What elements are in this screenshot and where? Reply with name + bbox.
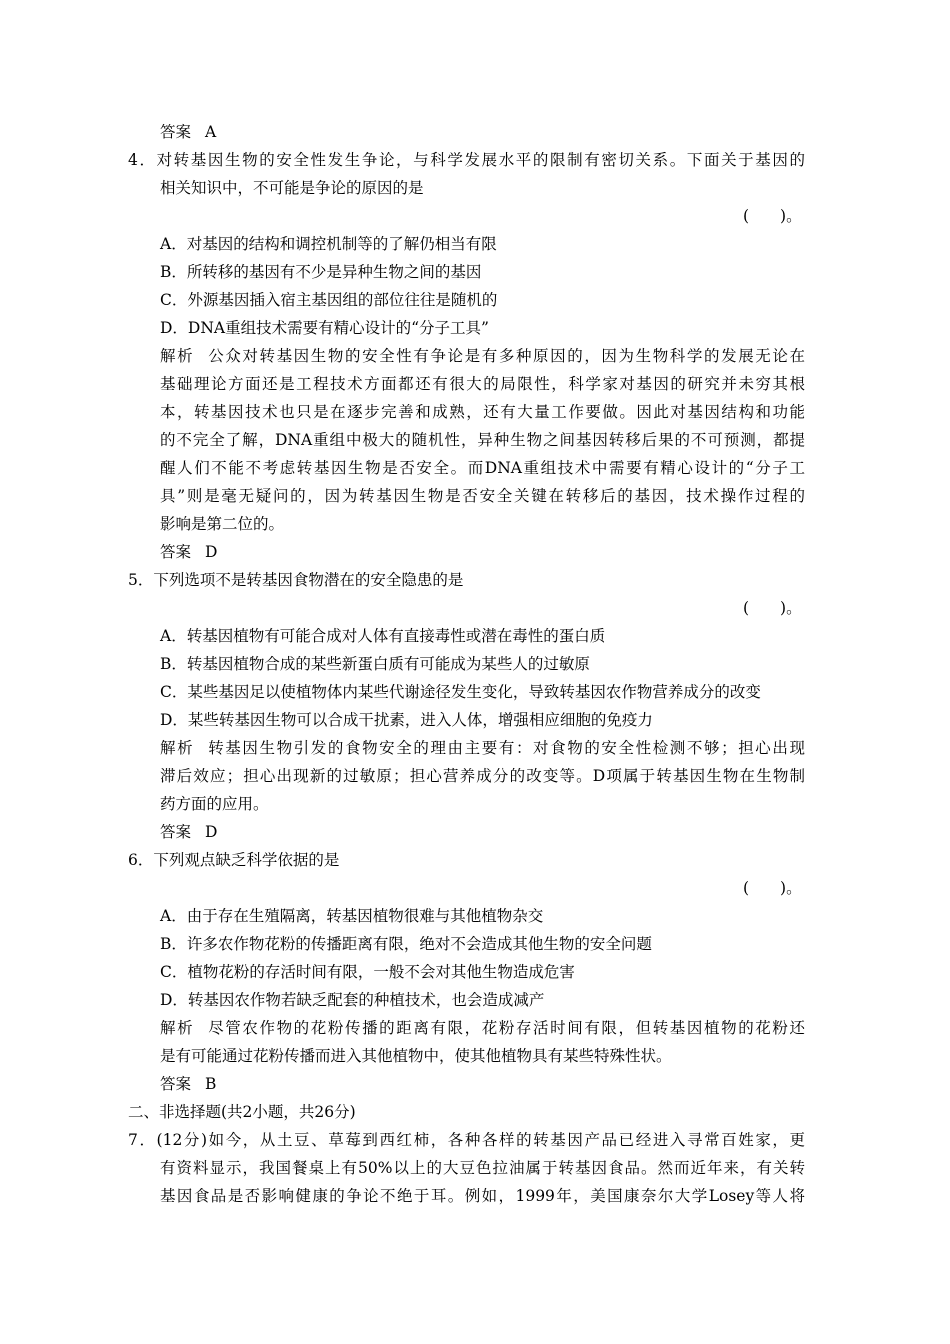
answer-value: D (205, 823, 218, 841)
q6-option-c: C．植物花粉的存活时间有限，一般不会对其他生物造成危害 (160, 963, 575, 981)
q6-analysis-line-1 (160, 1018, 805, 1038)
answer-value: B (205, 1075, 217, 1093)
q6-answer-bracket: ( )。 (743, 879, 802, 897)
q7-stem-line-1: 7．(12分)如今，从土豆、草莓到西红柿，各种各样的转基因产品已经进入寻常百姓家，更 (128, 1131, 805, 1149)
answer-label: 答案 (160, 823, 192, 841)
answer-label: 答案 (160, 543, 192, 561)
answer-label: 答案 (160, 1075, 192, 1093)
q4-option-b: B．所转移的基因有不少是异种生物之间的基因 (160, 263, 482, 281)
q4-analysis-line-2: 基础理论方面还是工程技术方面都还有很大的局限性，科学家对基因的研究并未穷其根 (160, 375, 805, 393)
analysis-label: 解析 (160, 347, 195, 365)
q4-option-a: A．对基因的结构和调控机制等的了解仍相当有限 (160, 235, 497, 253)
q6-option-a: A．由于存在生殖隔离，转基因植物很难与其他植物杂交 (160, 907, 544, 925)
q6-option-d: D．转基因农作物若缺乏配套的种植技术，也会造成减产 (160, 991, 545, 1009)
q4-analysis-line-1 (160, 346, 805, 366)
answer-prev (160, 122, 216, 142)
q5-stem: 5．下列选项不是转基因食物潜在的安全隐患的是 (128, 571, 464, 589)
analysis-text: 转基因生物引发的食物安全的理由主要有：对食物的安全性检测不够；担心出现 (208, 739, 805, 757)
q6-answer (160, 1074, 216, 1094)
q5-option-a: A．转基因植物有可能合成对人体有直接毒性或潜在毒性的蛋白质 (160, 627, 606, 645)
q4-analysis-line-6: 具”则是毫无疑问的，因为转基因生物是否安全关键在转移后的基因，技术操作过程的 (160, 487, 805, 505)
answer-label: 答案 (160, 123, 192, 141)
q6-option-b: B．许多农作物花粉的传播距离有限，绝对不会造成其他生物的安全问题 (160, 935, 652, 953)
answer-value: D (205, 543, 218, 561)
q5-analysis-line-3: 药方面的应用。 (160, 795, 269, 813)
q5-answer-bracket: ( )。 (743, 599, 802, 617)
q7-stem-line-2: 有资料显示，我国餐桌上有50%以上的大豆色拉油属于转基因食品。然而近年来，有关转 (160, 1159, 805, 1177)
analysis-text: 公众对转基因生物的安全性有争论是有多种原因的，因为生物科学的发展无论在 (208, 347, 805, 365)
q5-analysis-line-2: 滞后效应；担心出现新的过敏原；担心营养成分的改变等。D项属于转基因生物在生物制 (160, 767, 805, 785)
q4-analysis-line-3: 本，转基因技术也只是在逐步完善和成熟，还有大量工作要做。因此对基因结构和功能 (160, 403, 805, 421)
q4-analysis-line-4: 的不完全了解，DNA重组中极大的随机性，异种生物之间基因转移后果的不可预测，都提 (160, 431, 805, 449)
analysis-label: 解析 (160, 1019, 195, 1037)
q5-option-b: B．转基因植物合成的某些新蛋白质有可能成为某些人的过敏原 (160, 655, 590, 673)
answer-value: A (205, 123, 217, 141)
q4-answer-bracket: ( )。 (743, 207, 802, 225)
analysis-label: 解析 (160, 739, 195, 757)
q5-option-c: C．某些基因足以使植物体内某些代谢途径发生变化，导致转基因农作物营养成分的改变 (160, 683, 761, 701)
q6-stem: 6．下列观点缺乏科学依据的是 (128, 851, 340, 869)
q4-stem-line-1: 4．对转基因生物的安全性发生争论，与科学发展水平的限制有密切关系。下面关于基因的 (128, 151, 805, 169)
q4-option-c: C．外源基因插入宿主基因组的部位往往是随机的 (160, 291, 498, 309)
q6-analysis-line-2: 是有可能通过花粉传播而进入其他植物中，使其他植物具有某些特殊性状。 (160, 1047, 672, 1065)
q4-analysis-line-5: 醒人们不能不考虑转基因生物是否安全。而DNA重组技术中需要有精心设计的“分子工 (160, 459, 805, 477)
q4-analysis-line-7: 影响是第二位的。 (160, 515, 285, 533)
section-heading: 二、非选择题(共2小题，共26分) (128, 1103, 356, 1121)
q5-option-d: D．某些转基因生物可以合成干扰素，进入人体，增强相应细胞的免疫力 (160, 711, 653, 729)
q4-stem-line-2: 相关知识中，不可能是争论的原因的是 (160, 179, 424, 197)
analysis-text: 尽管农作物的花粉传播的距离有限，花粉存活时间有限，但转基因植物的花粉还 (208, 1019, 805, 1037)
q7-stem-line-3: 基因食品是否影响健康的争论不绝于耳。例如，1999年，美国康奈尔大学Losey等人将 (160, 1187, 805, 1205)
q4-option-d: D．DNA重组技术需要有精心设计的“分子工具” (160, 319, 489, 337)
q4-answer (160, 542, 217, 562)
q5-analysis-line-1 (160, 738, 805, 758)
q5-answer (160, 822, 217, 842)
